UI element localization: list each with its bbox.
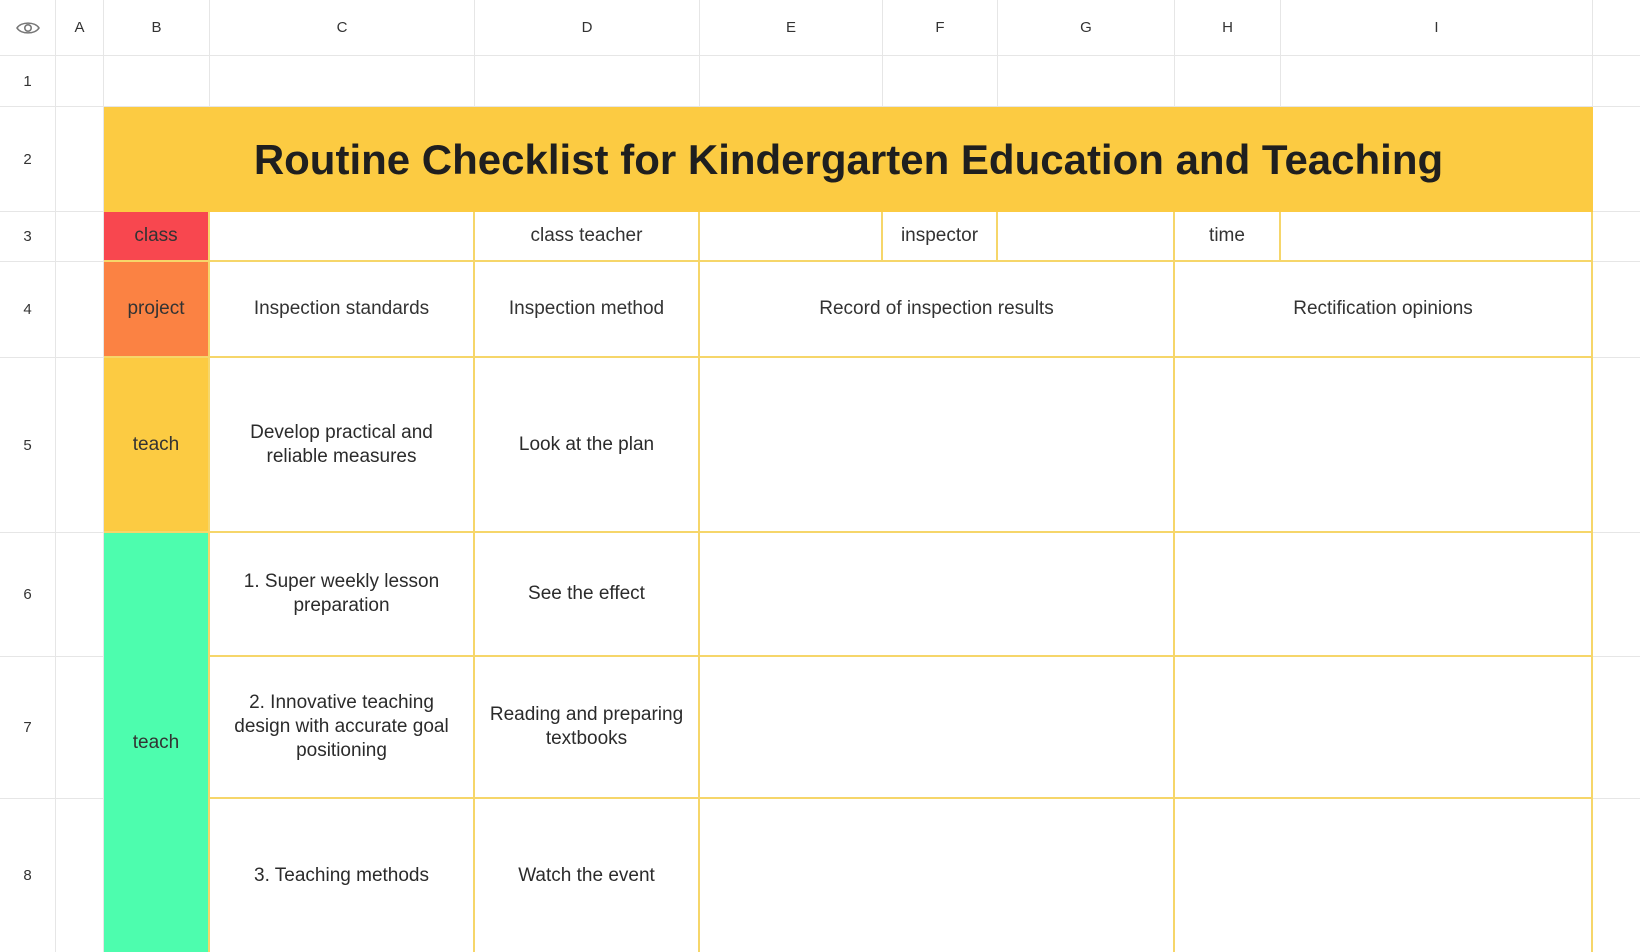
cell-i1[interactable] [1281, 56, 1593, 107]
cell-e1[interactable] [700, 56, 883, 107]
project-cell[interactable]: teach [104, 358, 210, 533]
time-label-cell[interactable]: time [1175, 212, 1281, 262]
row-header-7[interactable]: 7 [0, 657, 56, 799]
column-header-extra[interactable] [1593, 0, 1640, 56]
cell-extra-8[interactable] [1593, 799, 1640, 952]
project-cell[interactable]: teach [104, 533, 210, 952]
column-header-b[interactable]: B [104, 0, 210, 56]
row-header-5[interactable]: 5 [0, 358, 56, 533]
result-cell[interactable] [700, 799, 1175, 952]
cell-c1[interactable] [210, 56, 475, 107]
standard-cell[interactable]: 2. Innovative teaching design with accurate goal positioning [210, 657, 475, 799]
standard-cell[interactable]: 1. Super weekly lesson preparation [210, 533, 475, 657]
result-cell[interactable] [700, 533, 1175, 657]
results-header-cell[interactable]: Record of inspection results [700, 262, 1175, 358]
method-cell[interactable]: Watch the event [475, 799, 700, 952]
cell-extra-3[interactable] [1593, 212, 1640, 262]
cell-d1[interactable] [475, 56, 700, 107]
standard-cell[interactable]: Develop practical and reliable measures [210, 358, 475, 533]
row-header-4[interactable]: 4 [0, 262, 56, 358]
row-header-8[interactable]: 8 [0, 799, 56, 952]
result-cell[interactable] [700, 358, 1175, 533]
eye-icon[interactable] [16, 20, 40, 36]
column-header-c[interactable]: C [210, 0, 475, 56]
column-header-g[interactable]: G [998, 0, 1175, 56]
method-cell[interactable]: Reading and preparing textbooks [475, 657, 700, 799]
class-teacher-label-cell[interactable]: class teacher [475, 212, 700, 262]
cell-h1[interactable] [1175, 56, 1281, 107]
column-header-e[interactable]: E [700, 0, 883, 56]
method-header-cell[interactable]: Inspection method [475, 262, 700, 358]
row-header-2[interactable]: 2 [0, 107, 56, 212]
cell-a3[interactable] [56, 212, 104, 262]
column-header-d[interactable]: D [475, 0, 700, 56]
cell-a5[interactable] [56, 358, 104, 533]
cell-b1[interactable] [104, 56, 210, 107]
opinion-cell[interactable] [1175, 533, 1593, 657]
inspector-value-cell[interactable] [998, 212, 1175, 262]
method-cell[interactable]: Look at the plan [475, 358, 700, 533]
opinion-cell[interactable] [1175, 657, 1593, 799]
time-value-cell[interactable] [1281, 212, 1593, 262]
row-header-3[interactable]: 3 [0, 212, 56, 262]
cell-a2[interactable] [56, 107, 104, 212]
cell-extra-2[interactable] [1593, 107, 1640, 212]
class-value-cell[interactable] [210, 212, 475, 262]
select-all-corner[interactable] [0, 0, 56, 56]
class-teacher-value-cell[interactable] [700, 212, 883, 262]
column-header-h[interactable]: H [1175, 0, 1281, 56]
cell-extra-5[interactable] [1593, 358, 1640, 533]
row-header-1[interactable]: 1 [0, 56, 56, 107]
cell-a6[interactable] [56, 533, 104, 657]
cell-extra-7[interactable] [1593, 657, 1640, 799]
opinions-header-cell[interactable]: Rectification opinions [1175, 262, 1593, 358]
cell-extra-1[interactable] [1593, 56, 1640, 107]
class-label-cell[interactable]: class [104, 212, 210, 262]
method-cell[interactable]: See the effect [475, 533, 700, 657]
column-header-i[interactable]: I [1281, 0, 1593, 56]
cell-a1[interactable] [56, 56, 104, 107]
opinion-cell[interactable] [1175, 358, 1593, 533]
opinion-cell[interactable] [1175, 799, 1593, 952]
inspector-label-cell[interactable]: inspector [883, 212, 998, 262]
sheet-title-cell[interactable]: Routine Checklist for Kindergarten Education and Teaching [104, 107, 1593, 212]
row-header-6[interactable]: 6 [0, 533, 56, 657]
result-cell[interactable] [700, 657, 1175, 799]
cell-a4[interactable] [56, 262, 104, 358]
cell-f1[interactable] [883, 56, 998, 107]
standard-cell[interactable]: 3. Teaching methods [210, 799, 475, 952]
cell-extra-6[interactable] [1593, 533, 1640, 657]
cell-extra-4[interactable] [1593, 262, 1640, 358]
project-header-cell[interactable]: project [104, 262, 210, 358]
cell-a8[interactable] [56, 799, 104, 952]
column-header-a[interactable]: A [56, 0, 104, 56]
standards-header-cell[interactable]: Inspection standards [210, 262, 475, 358]
cell-a7[interactable] [56, 657, 104, 799]
cell-g1[interactable] [998, 56, 1175, 107]
column-header-f[interactable]: F [883, 0, 998, 56]
